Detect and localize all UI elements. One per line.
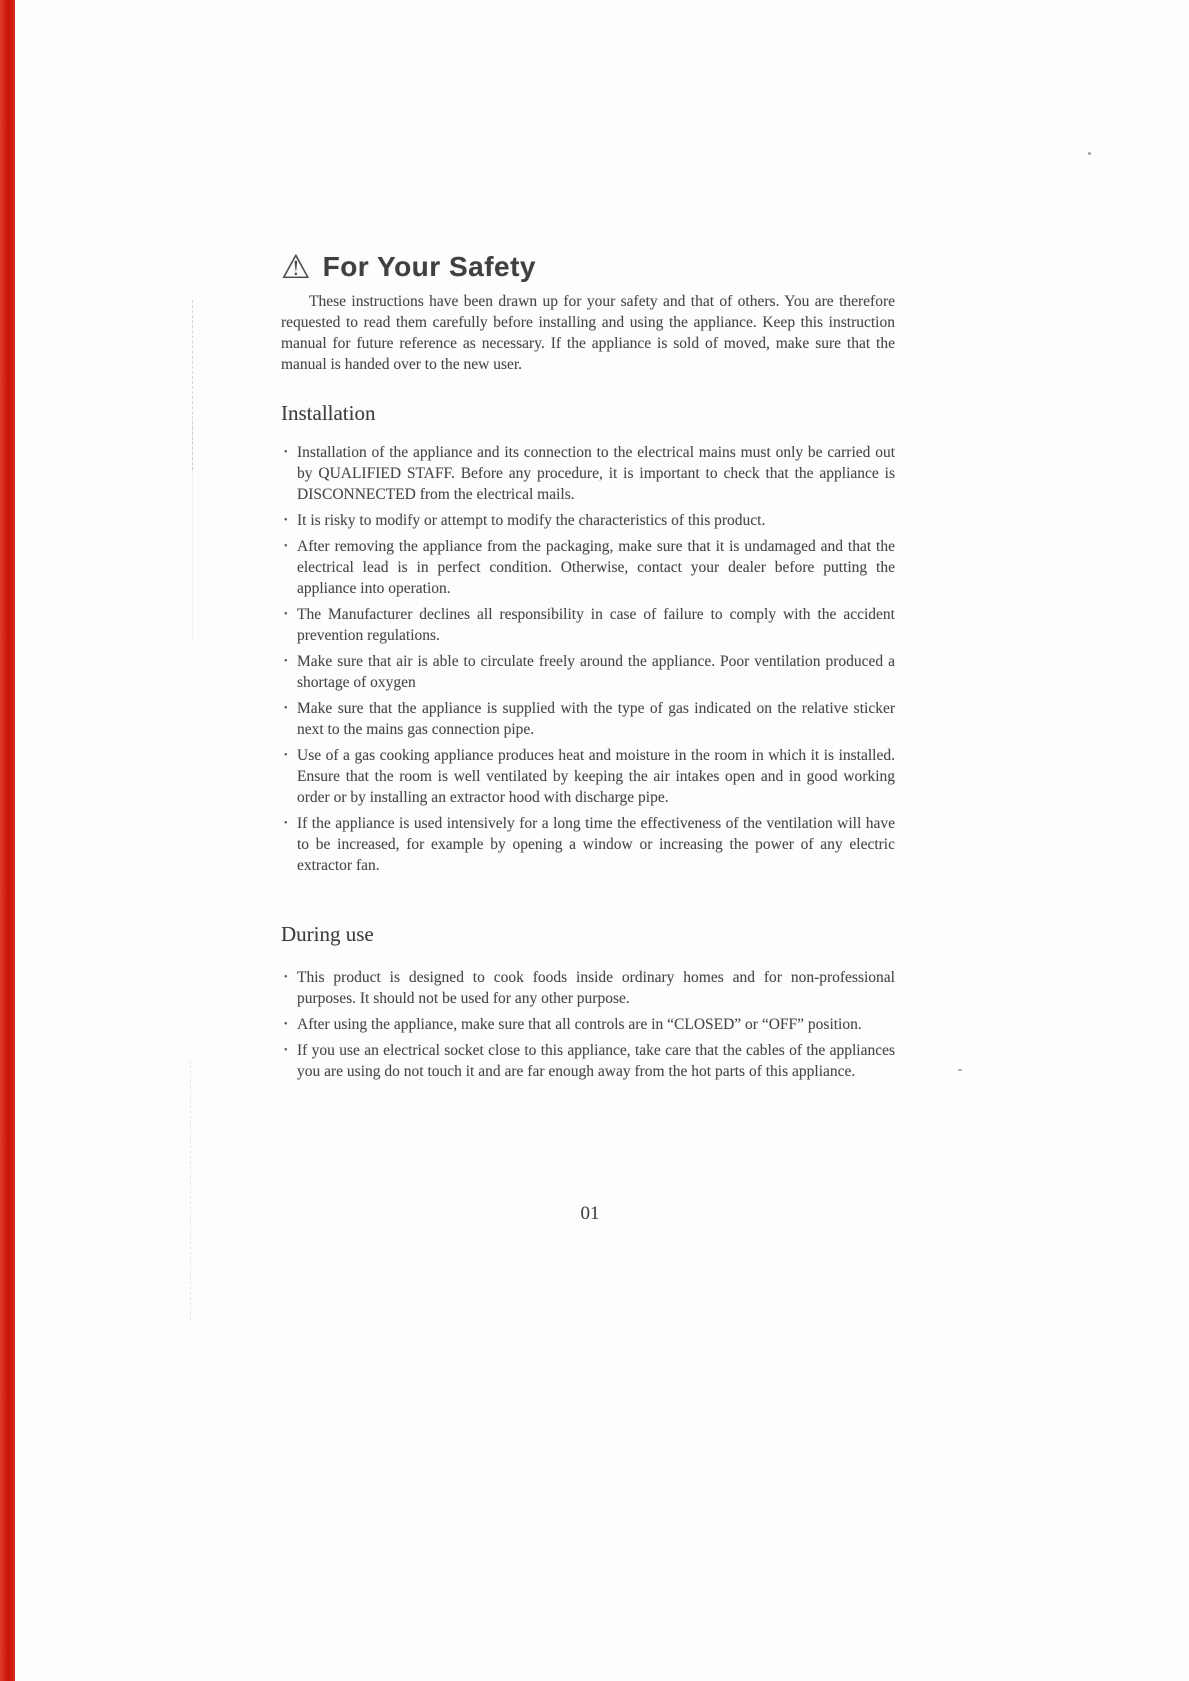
- bullet-item: • Use of a gas cooking appliance produces heat and moisture in the room in which it is installed. Ensure that the room is well ventilated by keeping the air intakes open and in good working order or by installing an extractor hood with discharge pipe.: [281, 745, 895, 808]
- bullet-item: • The Manufacturer declines all responsibility in case of failure to comply with the accident prevention regulations.: [281, 604, 895, 646]
- page-content: [281, 247, 895, 1087]
- bullet-item: • Make sure that the appliance is supplied with the type of gas indicated on the relative sticker next to the mains gas connection pipe.: [281, 698, 895, 740]
- bullet-item: • This product is designed to cook foods inside ordinary homes and for non-professional purposes. It should not be used for any other purpose.: [281, 967, 895, 1009]
- section-heading-during-use: During use: [281, 922, 374, 946]
- bullet-item: • Installation of the appliance and its connection to the electrical mains must only be carried out by QUALIFIED STAFF. Before any procedure, it is important to check that the appliance is DISCONNECTED from the electrical mails.: [281, 442, 895, 505]
- page-title: For Your Safety: [322, 250, 536, 282]
- bullet-item: • After removing the appliance from the packaging, make sure that it is undamaged and that the electrical lead is in perfect condition. Otherwise, contact your dealer before putting the appliance into operation.: [281, 536, 895, 599]
- scan-artifact-line: [190, 1060, 191, 1320]
- bullet-item: • It is risky to modify or attempt to modify the characteristics of this product.: [281, 510, 895, 531]
- bullet-item: • If the appliance is used intensively for a long time the effectiveness of the ventilation will have to be increased, for example by opening a window or increasing the power of any electric extractor fan.: [281, 813, 895, 876]
- warning-triangle-icon: ⚠: [281, 247, 311, 286]
- page-number: 01: [580, 1203, 600, 1224]
- intro-paragraph: These instructions have been drawn up for your safety and that of others. You are therefore requested to read them carefully before installing and using the appliance. Keep this instruction manual for future reference as necessary. If the appliance is sold of moved, make sure that the manual is handed over to the new user.: [281, 293, 895, 373]
- bullet-item: • If you use an electrical socket close to this appliance, take care that the cables of the appliances you are using do not touch it and are far enough away from the hot parts of this appliance.: [281, 1040, 895, 1082]
- section-heading-installation: Installation: [281, 401, 376, 425]
- during-use-bullet-list: [281, 967, 895, 1082]
- scan-speck: [958, 1069, 962, 1071]
- title-row: [281, 247, 895, 286]
- scan-edge-artifact: [0, 0, 15, 1681]
- installation-bullet-list: [281, 442, 895, 876]
- scan-speck: [1088, 152, 1091, 155]
- bullet-item: • Make sure that air is able to circulate freely around the appliance. Poor ventilation produced a shortage of oxygen: [281, 651, 895, 693]
- scan-artifact-line: [192, 420, 193, 640]
- bullet-item: • After using the appliance, make sure that all controls are in “CLOSED” or “OFF” position.: [281, 1014, 895, 1035]
